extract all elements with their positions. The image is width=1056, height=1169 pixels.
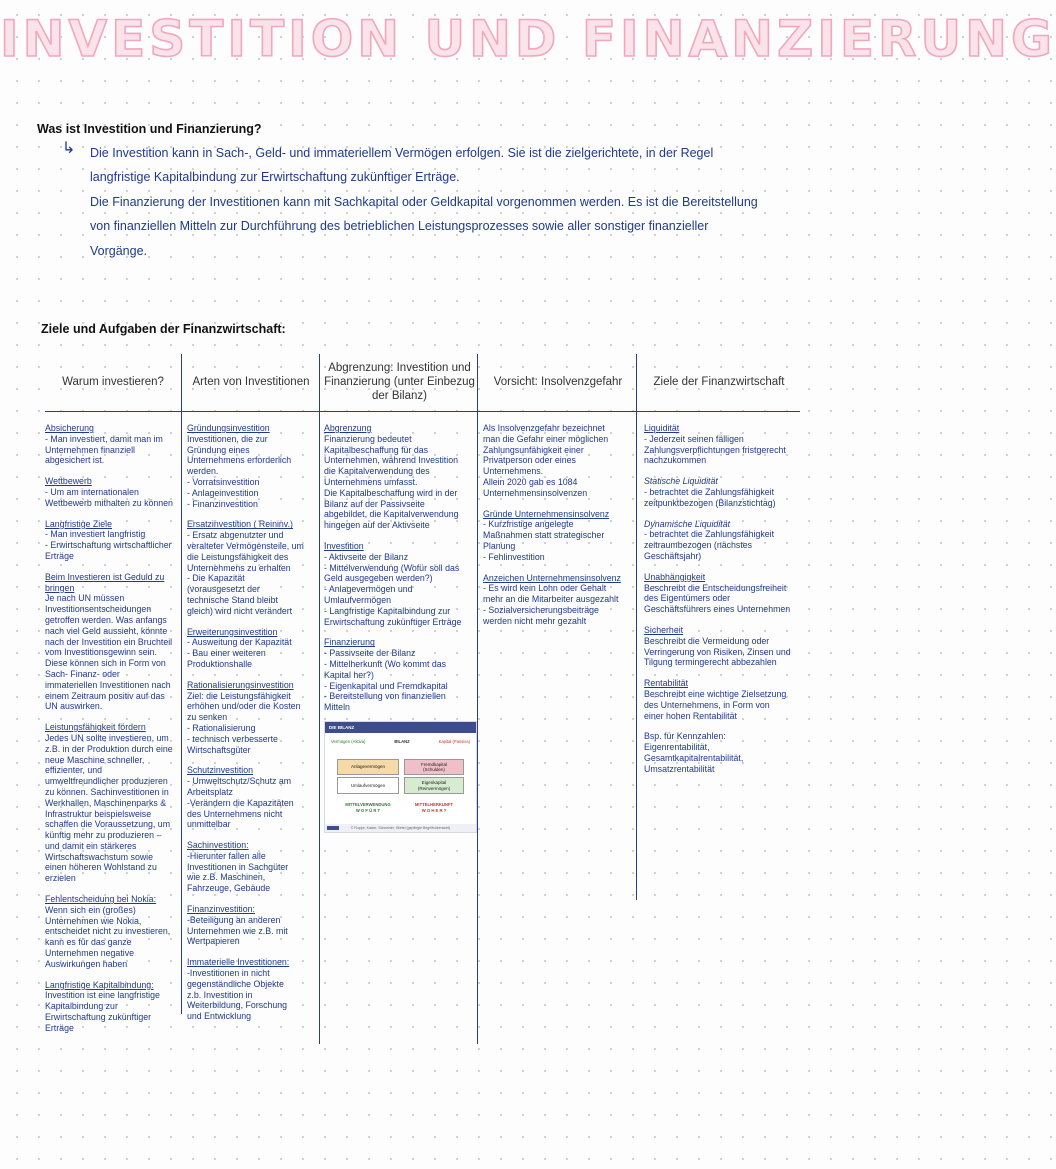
block-body: Bsp. für Kennzahlen: Eigenrentabilität, Gesamtkapitalrentabilität, Umsatzrentabilität xyxy=(644,731,744,774)
block-heading: Absicherung xyxy=(45,423,94,433)
block-heading: Sachinvestition: xyxy=(187,840,249,851)
page-title: INVESTITION UND FINANZIERUNG xyxy=(0,10,1056,68)
goals-heading: Ziele und Aufgaben der Finanzwirtschaft: xyxy=(41,322,286,336)
block-heading: Ersatzinvestition ( Reininv.) xyxy=(187,519,293,530)
text-block xyxy=(483,509,635,563)
block-heading: Wettbewerb xyxy=(45,476,92,487)
block-body: -Investitionen in nicht gegenständliche Objekte z.b. Investition in Weiterbildung, Forschung und Entwicklung xyxy=(187,968,288,1022)
block-body: Jedes UN sollte investieren, um z.B. in der Produktion durch eine neue Maschine schneller, effizienter, und umweltfreundlicher produzieren zu können. Sachinvestitionen in Werkhallen, Maschinenparks & Infrastruktur beispielsweise schaffen die Voraussetzung, um künftig mehr zu produzieren – und damit ein stärkeres Wirtschaftswachstum sowie einen höheren Wohlstand zu erzielen xyxy=(45,732,173,884)
block-body: - Man investiert langfristig - Erwirtschaftung wirtschaftlicher Erträge xyxy=(45,529,172,561)
text-block xyxy=(187,957,317,1022)
passiva-label: Kapital (Passiva) xyxy=(438,739,470,744)
text-block xyxy=(644,678,802,721)
intro-paragraph-finanzierung: Die Finanzierung der Investitionen kann mit Sachkapital oder Geldkapital vorgenommen werden. Es ist die Bereitstellung von finanziellen Mitteln zur Durchführung des betrieblichen Leistungsprozesses sowie aller sonstiger finanzieller Vorgänge. xyxy=(90,194,758,258)
block-heading: Finanzinvestition: xyxy=(187,904,255,915)
block-body: Investition ist eine langfristige Kapitalbindung zur Erwirtschaftung zukünftiger Erträge xyxy=(45,990,160,1033)
text-block xyxy=(187,627,317,670)
text-block xyxy=(45,722,179,884)
block-heading: Unabhängigkeit xyxy=(644,571,706,582)
column-insolvenzgefahr xyxy=(483,423,635,637)
intro-text xyxy=(90,141,760,263)
block-body: Finanzierung bedeutet Kapitalbeschaffung für das Unternehmen, während Investition die Kapitalverwendung des Unternehmens umfasst. Die Kapitalbeschaffung wird in der Bilanz auf der Passivseite abgebildet, die Kapitalverwendung hingegen auf der Aktivseite xyxy=(324,433,459,531)
fremdkapital-box: Fremdkapital (Schulden) xyxy=(404,759,464,775)
block-heading: Abgrenzung xyxy=(324,423,372,433)
block-body: - Ersatz abgenutzter und veralteter Vermögensteile, um die Leistungsfähigkeit des Unternehmens zu erhalten - Die Kapazität (vorausgesetzt der technische Stand bleibt gleich) wird nicht verändert xyxy=(187,530,304,616)
column-header: Vorsicht: Insolvenzgefahr xyxy=(493,376,623,388)
block-heading: Liquidität xyxy=(644,423,680,433)
column-warum-investieren xyxy=(45,423,179,1044)
column-ziele-finanzwirtschaft xyxy=(644,423,802,785)
block-heading: Beim Investieren ist Geduld zu bringen xyxy=(45,571,165,593)
block-body: - Umweltschutz/Schutz am Arbeitsplatz -Verändern die Kapazitäten des Unternehmens nicht unmittelbar xyxy=(187,776,294,830)
column-divider xyxy=(477,354,478,1044)
intro-heading: Was ist Investition und Finanzierung? xyxy=(37,122,262,136)
block-heading: Statische Liquidität xyxy=(644,476,718,487)
block-heading: Schutzinvestition xyxy=(187,765,254,776)
umlaufvermoegen-box: Umlaufvermögen xyxy=(337,777,399,794)
intro-paragraph-investition: Die Investition kann in Sach-, Geld- und immateriellem Vermögen erfolgen. Sie ist die zielgerichtete, in der Regel langfristige Kapitalbindung zur Erwirtschaftung zukünftiger Erträge. xyxy=(90,146,714,185)
block-body: - Es wird kein Lohn oder Gehalt mehr an die Mitarbeiter ausgezahlt - Sozialversicherungsbeiträge werden nicht mehr gezahlt xyxy=(483,583,619,626)
block-heading: Erweiterungsinvestition xyxy=(187,626,278,637)
mittelherkunft-label: MITTELHERKUNFT W O H E R ? xyxy=(414,802,454,813)
text-block xyxy=(324,423,476,531)
block-heading: Gründe Unternehmensinsolvenz xyxy=(483,508,610,519)
text-block xyxy=(45,980,179,1034)
block-body: -Hierunter fallen alle Investitionen in Sachgüter wie z.B. Maschinen, Fahrzeuge, Gebäude xyxy=(187,850,289,894)
block-heading: Investition xyxy=(324,540,364,551)
block-body: - Passivseite der Bilanz - Mittelherkunft (Wo kommt das Kapital her?) - Eigenkapital und Fremdkapital - Bereitstellung von finanziellen Mitteln xyxy=(324,648,448,713)
text-block xyxy=(45,894,179,970)
block-heading: Langfristige Kapitalbindung: xyxy=(45,979,154,990)
footer-tag xyxy=(327,826,339,830)
block-body: - Jederzeit seinen fälligen Zahlungsverpflichtungen fristgerecht nachzukommen xyxy=(644,433,786,466)
block-heading: Leistungsfähigkeit fördern xyxy=(45,722,146,733)
bilanz-label-row xyxy=(325,733,476,744)
text-block xyxy=(483,573,635,627)
bilanz-title: DIE BILANZ xyxy=(325,722,476,733)
text-block xyxy=(644,625,802,668)
column-header: Abgrenzung: Investition und Finanzierung (unter Einbezug der Bilanz) xyxy=(324,362,475,402)
text-block xyxy=(45,423,179,466)
text-block xyxy=(644,476,802,508)
block-body: - betrachtet die Zahlungsfähigkeit zeitpunktbezogen (Bilanzstichtag) xyxy=(644,486,776,508)
block-heading: Gründungsinvestition xyxy=(187,423,270,433)
text-block xyxy=(187,519,317,616)
column-header: Warum investieren? xyxy=(62,376,164,388)
text-block xyxy=(644,519,802,562)
text-block xyxy=(45,519,179,562)
bilanz-center-label: BILANZ xyxy=(394,739,410,744)
bilanz-footer xyxy=(325,824,476,832)
column-header: Ziele der Finanzwirtschaft xyxy=(653,376,785,388)
arrow-icon: ↳ xyxy=(62,140,76,157)
column-divider xyxy=(181,354,182,1014)
block-body: Beschreibt die Vermeidung oder Verringerung von Risiken, Zinsen und Tilgung termingerecht abbezahlen xyxy=(644,635,791,668)
text-block xyxy=(644,423,802,466)
block-heading: Rationalisierungsinvestition xyxy=(187,679,294,690)
block-body: Als Insolvenzgefahr bezeichnet man die Gefahr einer möglichen Zahlungsunfähigkeit einer Privatperson oder eines Unternehmens. Allein 2020 gab es 1084 Unternehmensinsolvenzen xyxy=(483,423,609,498)
column-abgrenzung xyxy=(324,423,476,723)
bilanz-footer-text: © Ruppe, Kaiser, Schneider, Stiefel (gepflegte Begriffsübersicht) xyxy=(350,826,451,830)
block-body: Beschreibt eine wichtige Zielsetzung des Unternehmens, in Form von einer hohen Rentabilität xyxy=(644,688,787,721)
text-block xyxy=(45,572,179,712)
block-heading: Fehlentscheidung bei Nokia: xyxy=(45,894,157,905)
text-block xyxy=(187,840,317,894)
text-block xyxy=(324,541,476,627)
block-body: Je nach UN müssen Investitionsentscheidungen getroffen werden. Was anfangs nach viel Geld aussieht, könnte nach der Investition ein Bruchteil vom Investitionsgewinn sein. Diese können sich in Form von Sach- Finanz- oder immateriellen Investitionen nach einem Zeitraum positiv auf das UN auswirken. xyxy=(45,593,173,712)
text-block xyxy=(324,637,476,713)
text-block xyxy=(644,731,802,774)
block-body: Ziel: die Leistungsfähigkeit erhöhen und/oder die Kosten zu senken - Rationalisierung - technisch verbesserte Wirtschaftsgüter xyxy=(187,690,301,755)
block-body: - Kurzfristige angelegte Maßnahmen statt strategischer Planung - Fehlinvestition xyxy=(483,519,605,562)
block-heading: Anzeichen Unternehmensinsolvenz xyxy=(483,572,621,583)
mittelverwendung-label: MITTELVERWENDUNG W O F Ü R T xyxy=(345,802,391,813)
block-body: - Ausweitung der Kapazität - Bau einer weiteren Produktionshalle xyxy=(187,637,292,669)
block-heading: Dynamische Liquidität xyxy=(644,518,731,529)
block-body: -Beteiligung an anderen Unternehmen wie z.B. mit Wertpapieren xyxy=(187,914,288,947)
text-block xyxy=(187,904,317,947)
block-heading: Rentabilität xyxy=(644,678,689,689)
block-heading: Immaterielle Investitionen: xyxy=(187,957,290,968)
block-body: Investitionen, die zur Gründung eines Unternehmens erforderlich werden. - Vorratsinvestition - Anlageinvestition - Finanzinvestition xyxy=(187,433,292,509)
text-block xyxy=(483,423,635,499)
column-arten-von-investitionen xyxy=(187,423,317,1032)
text-block xyxy=(644,572,802,615)
block-body: Beschreibt die Entscheidungsfreiheit des Eigentümers oder Geschäftsführers eines Unternehmen xyxy=(644,582,791,615)
text-block xyxy=(187,765,317,830)
aktiva-label: Vermögen (Aktiva) xyxy=(331,739,366,744)
block-body: - betrachtet die Zahlungsfähigkeit zeitraumbezogen (nächstes Geschäftsjahr) xyxy=(644,529,775,561)
text-block xyxy=(187,423,317,509)
block-heading: Langfristige Ziele xyxy=(45,518,112,529)
text-block xyxy=(45,476,179,508)
block-body: - Man investiert, damit man im Unternehmen finanziell abgesichert ist. xyxy=(45,433,163,466)
block-heading: Finanzierung xyxy=(324,637,375,648)
block-body: Wenn sich ein (großes) Unternehmen wie Nokia, entscheidet nicht zu investieren, kann es für das ganze Unternehmen negative Auswirkungen haben xyxy=(45,904,171,969)
column-divider xyxy=(319,354,320,1044)
eigenkapital-box: Eigenkapital (Reinvermögen) xyxy=(404,777,464,794)
anlagevermoegen-box: Anlagevermögen xyxy=(337,759,399,775)
block-body: - Aktivseite der Bilanz - Mittelverwendung (Wofür soll das Geld ausgegeben werden?) - Anlagevermögen und Umlaufvermögen - Langfristige Kapitalbindung zur Erwirtschaftung zukünftiger Erträge xyxy=(324,551,462,627)
bilanz-diagram xyxy=(324,721,477,833)
table-header-divider xyxy=(45,411,800,412)
column-header: Arten von Investitionen xyxy=(192,376,310,388)
block-heading: Sicherheit xyxy=(644,624,684,635)
block-body: - Um am internationalen Wettbewerb mithalten zu können xyxy=(45,486,173,508)
column-divider xyxy=(636,354,637,900)
text-block xyxy=(187,680,317,756)
